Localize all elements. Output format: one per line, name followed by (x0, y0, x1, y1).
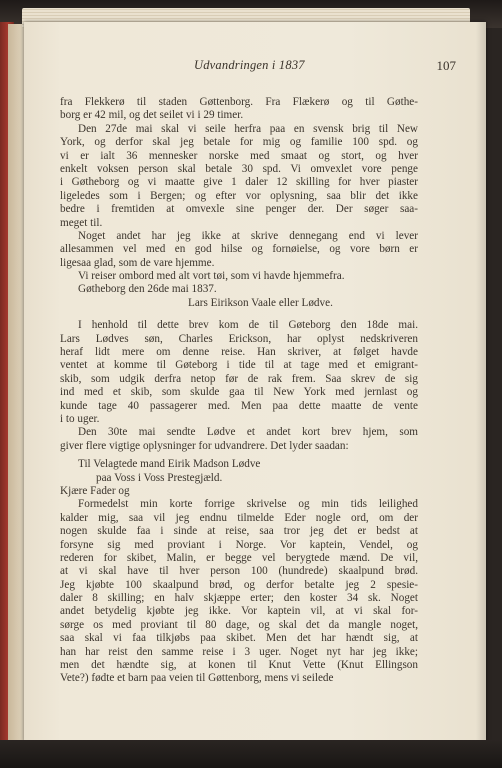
text-line: Lars Lødves søn, Charles Erickson, har oplyst nedskriveren (60, 332, 418, 345)
page-header (60, 58, 456, 76)
text-line: enkelt voksen person skal betale 30 spd. Vi omvexlet vore penge (60, 162, 418, 175)
text-line: borg er 42 mil, og det seilet vi i 29 timer. (60, 109, 244, 122)
address-line: paa Voss i Voss Prestegjæld. (96, 471, 223, 484)
text-line: Noget andet har jeg ikke at skrive dennegang end vi lever (78, 229, 418, 242)
text-line: Gøtheborg den 26de mai 1837. (78, 283, 217, 296)
text-line: ligeledes som i Bergen; og efter vor oplysning, saa blir det ikke (60, 189, 418, 202)
text-line: York, og derfor skal jeg betale for mig og familie 100 spd. og (60, 136, 418, 149)
text-line: ventet at komme til Gøteborg i tide til at tage med et emigrant- (60, 359, 418, 372)
text-line: saa skal vi faa tilkjøbs paa skibet. Men det har hændt sig, at (60, 632, 418, 645)
text-line: nogen skulde faa i sinde at reise, saa tror jeg det er bedst at (60, 525, 418, 538)
text-line: men det hændte sig, at konen til Knut Vette (Knut Ellingson (60, 659, 418, 672)
text-line: fra Flekkerø til staden Gøttenborg. Fra Flækerø og til Gøthe- (60, 96, 418, 108)
text-line: Den 27de mai skal vi seile herfra paa en svensk brig til New (78, 122, 418, 135)
background-bottom (0, 740, 502, 768)
text-line: kalder mig, saa vil jeg endnu tilmelde Eder nogle ord, om der (60, 511, 418, 524)
spacer (60, 310, 418, 319)
text-line: at vi skal have til hver person 100 (hundrede) skaalpund brød. (60, 565, 418, 578)
text-line: han har reist den samme reise i 3 uger. Noget nyt har jeg ikke; (60, 645, 418, 658)
text-line: forsyne sig med proviant i Norge. Vor kaptein, Vendel, og (60, 538, 418, 551)
text-line: allesammen vel med en god hilse og fornøielse, og vore børn er (60, 243, 418, 256)
text-line: sørge os med proviant til 80 dage, og skal det da mangle noget, (60, 618, 418, 631)
body-text (60, 96, 418, 686)
text-line: skib, som udgik derfra netop før de rak frem. Saa skrev de sig (60, 372, 418, 385)
address-line: Til Velagtede mand Eirik Madson Lødve (78, 458, 261, 471)
text-line: Jeg kjøbte 100 skaalpund brød, og derfor betalte jeg 2 spesie- (60, 578, 418, 591)
text-line: heraf lidt mere om denne reise. Han skriver, at følget havde (60, 346, 418, 359)
page-number: 107 (436, 58, 456, 73)
text-line: i to uger. (60, 412, 100, 425)
running-head: Udvandringen i 1837 (194, 58, 305, 72)
salutation-line: Kjære Fader og (60, 484, 130, 497)
text-line: vi er ialt 36 mennesker norske med smaat og stort, og hver (60, 149, 418, 162)
text-line: rederen for skibet, Malin, er begge vel berygtede mænd. De vil, (60, 551, 418, 564)
text-line: Vi reiser ombord med alt vort tøi, som vi havde hjemmefra. (78, 270, 345, 283)
text-line: kunde tage 40 passagerer med. Men paa dette maatte de vente (60, 399, 418, 412)
text-line: i Gøtheborg og vi maatte give 1 daler 12 skilling for hver piaster (60, 176, 418, 189)
page-shadow (476, 22, 486, 742)
text-line: Den 30te mai sendte Lødve et andet kort brev hjem, som (78, 426, 418, 439)
text-line: ligesaa glad, som de vare hjemme. (60, 256, 215, 269)
text-line: I henhold til dette brev kom de til Gøteborg den 18de mai. (78, 319, 418, 332)
text-line: bedre i fremtiden at omvexle sine penger der. Der søger saa- (60, 203, 418, 216)
signature-line: Lars Eirikson Vaale eller Lødve. (188, 296, 333, 309)
text-line: giver flere vigtige oplysninger for udvandrere. Det lyder saadan: (60, 439, 349, 452)
text-line: andet betydelig kjøbte jeg ikke. Vor kaptein vil, at vi skal for- (60, 605, 418, 618)
text-line: Formedelst min korte forrige skrivelse og min tids leilighed (78, 498, 418, 511)
text-line: Vete?) fødte et barn paa veien til Gøttenborg, mens vi seilede (60, 672, 334, 685)
text-line: meget til. (60, 216, 103, 229)
text-line: ind med et skib, som skulde gaa til New York med jernlast og (60, 386, 418, 399)
text-line: daler 8 skilling; en halv skjæppe erter; den koster 34 sk. Noget (60, 592, 418, 605)
